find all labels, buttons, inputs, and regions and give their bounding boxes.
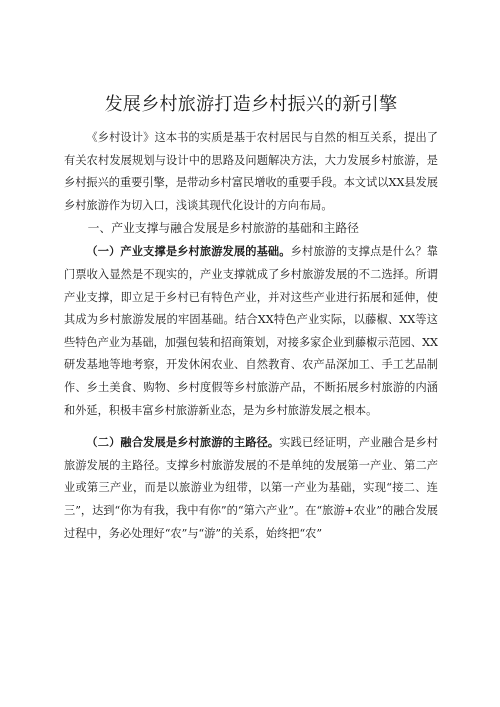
subsection-1-body: 乡村旅游的支撑点是什么？靠门票收入显然是不现实的，产业支撑就成了乡村旅游发展的不二选择。所谓产业支撑，即立足于乡村已有特色产业，并对这些产业进行拓展和延伸，使其成为乡村旅游发展的牢固基础。结合XX特色产业实际，以藤椒、XX等这些特色产业为基础，加强包装和招商策划，对接多家企业到藤椒示范园、XX研发基地等地考察，开发休闲农业、自然教育、农产品深加工、手工艺品制作、乡土美食、购物、乡村度假等乡村旅游产品，不断拓展乡村旅游的内涵和外延，积极丰富乡村旅游新业态，是为乡村旅游发展之根本。 xyxy=(64,245,438,417)
subsection-1-paragraph xyxy=(64,240,438,422)
document-title: 发展乡村旅游打造乡村振兴的新引擎 xyxy=(104,94,398,115)
section-heading-1: 一、产业支撑与融合发展是乡村旅游的基础和主路径 xyxy=(87,221,359,236)
subsection-2-lead: （二）融合发展是乡村旅游的主路径。 xyxy=(86,435,280,450)
subsection-2-paragraph xyxy=(64,431,438,545)
subsection-1-lead: （一）产业支撑是乡村旅游发展的基础。 xyxy=(86,244,291,259)
subsection-2-body: 实践已经证明，产业融合是乡村旅游发展的主路径。支撑乡村旅游发展的不是单纯的发展第一产业、第二产业或第三产业，而是以旅游业为纽带，以第一产业为基础，实现“接二、连三”，达到“你为有我，我中有你”的“第六产业”。在“旅游+农业”的融合发展过程中，务必处理好“农”与“游”的关系，始终把“农” xyxy=(64,436,438,540)
document-page xyxy=(64,92,438,545)
intro-paragraph: 《乡村设计》这本书的实质是基于农村居民与自然的相互关系，提出了有关农村发展规划与设计中的思路及问题解决方法，大力发展乡村旅游，是乡村振兴的重要引擎，是带动乡村富民增收的重要手段。本文试以XX县发展乡村旅游作为切入口，浅谈其现代化设计的方向布局。 xyxy=(64,131,438,212)
